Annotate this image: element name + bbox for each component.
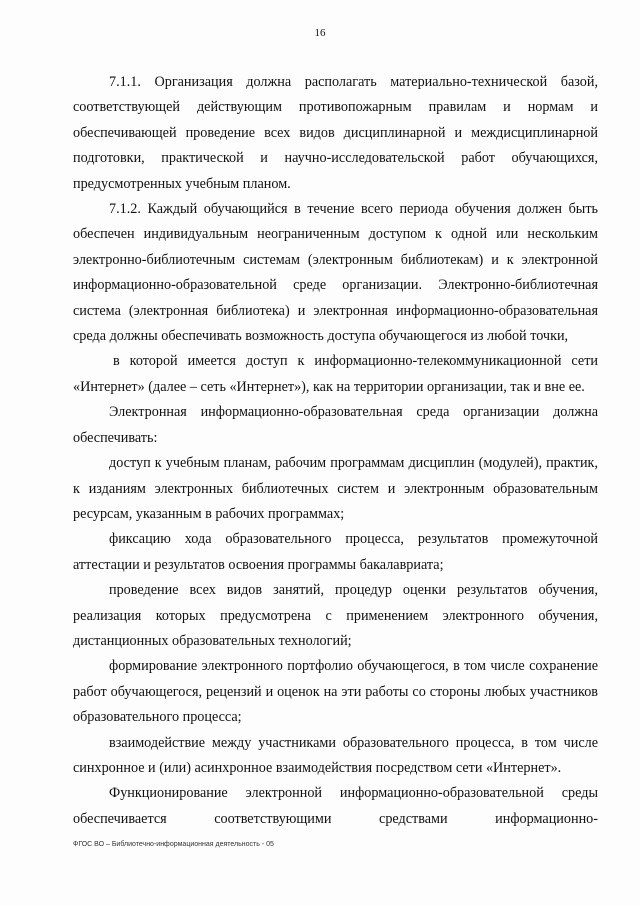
list-item-access: доступ к учебным планам, рабочим программам дисциплин (модулей), практик, к изданиям электронных библиотечных систем и электронным образовательным ресурсам, указанным в рабочих программах; [73, 455, 598, 522]
page-footer: ФГОС ВО – Библиотечно-информационная деятельность - 05 [73, 841, 274, 848]
page-number: 16 [314, 27, 326, 39]
paragraph-internet-access: в которой имеется доступ к информационно-телекоммуникационной сети «Интернет» (далее – сеть «Интернет»), как на территории организации, так и вне ее. [73, 353, 598, 395]
list-item-portfolio: формирование электронного портфолио обучающегося, в том числе сохранение работ обучающегося, рецензий и оценок на эти работы со стороны любых участников образовательного процесса; [73, 658, 598, 726]
list-item-classes: проведение всех видов занятий, процедур оценки результатов обучения, реализация которых предусмотрена с применением электронного обучения, дистанционных образовательных технологий; [73, 582, 598, 649]
paragraph-7-1-2: 7.1.2. Каждый обучающийся в течение всего периода обучения должен быть обеспечен индивидуальным неограниченным доступом к одной или нескольким электронно-библиотечным системам (электронным библиотекам) и к электронной информационно-образовательной среде организации. Электронно-библиотечная система (электронная библиотека) и электронная информационно-образовательная среда должны обеспечивать возможность доступа обучающегося из любой точки, [73, 201, 598, 345]
paragraph-7-1-1: 7.1.1. Организация должна располагать материально-технической базой, соответствующей действующим противопожарным правилам и нормам и обеспечивающей проведение всех видов дисциплинарной и междисциплинарной подготовки, практической и научно-исследовательской работ обучающихся, предусмотренных учебным планом. [73, 74, 598, 192]
paragraph-functioning: Функционирование электронной информационно-образовательной среды обеспечивается соответствующими средствами информационно- [73, 785, 598, 827]
list-item-interaction: взаимодействие между участниками образовательного процесса, в том числе синхронное и (или) асинхронное взаимодействия посредством сети «Интернет». [73, 734, 598, 776]
list-item-fixation: фиксацию хода образовательного процесса, результатов промежуточной аттестации и результатов освоения программы бакалавриата; [73, 531, 598, 573]
document-body [73, 70, 598, 832]
paragraph-eios-intro: Электронная информационно-образовательная среда организации должна обеспечивать: [73, 404, 598, 446]
